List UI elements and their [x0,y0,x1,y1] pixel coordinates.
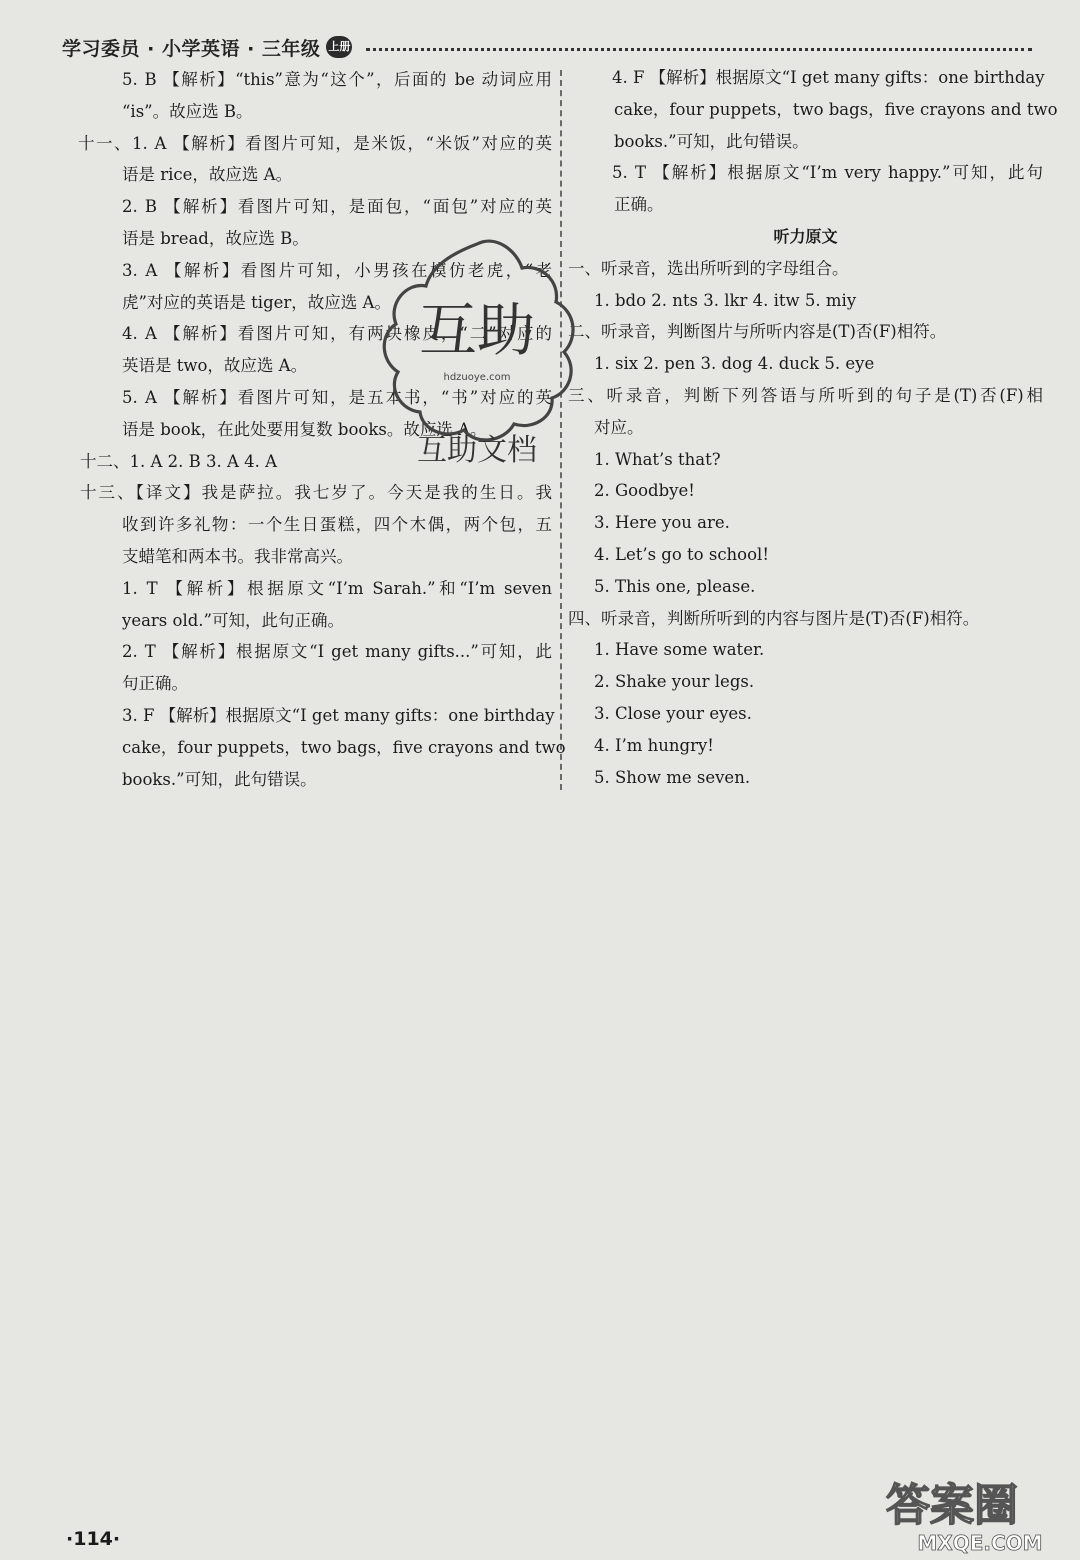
logo-text: 答案圈 [886,1480,1018,1531]
watermark-stamp [372,232,582,464]
text-line: 1. Have some water. [594,640,765,660]
text-line: cake，four puppets，two bags，five crayons and two [614,99,1058,119]
section-title: 听力原文 [773,226,838,246]
text-line: 3. Close your eyes. [594,703,752,723]
text-line: 5. A 【解析】看图片可知，是五本书，“书”对应的英 [122,387,552,407]
text-line: 十二、1. A 2. B 3. A 4. A [80,451,278,471]
text-line: 二、听录音，判断图片与所听内容是(T)否(F)相符。 [568,322,947,342]
text-line: 一、听录音，选出所听到的字母组合。 [568,258,849,278]
volume-badge: 上册 [326,36,352,58]
text-line: 4. A 【解析】看图片可知，有两块橡皮，“二”对应的 [122,324,552,344]
text-line: 1. bdo 2. nts 3. lkr 4. itw 5. miy [594,290,857,310]
text-line: 4. I’m hungry! [594,735,714,755]
text-line: 语是 bread，故应选 B。 [122,228,309,248]
text-line: 2. Shake your legs. [594,672,755,692]
text-line: 收到许多礼物：一个生日蛋糕，四个木偶，两个包，五 [122,515,552,535]
text-line: 5. B 【解析】“this”意为“这个”，后面的 be 动词应用 [122,70,552,89]
text-line: 正确。 [614,195,664,215]
corner-logo [880,1466,1076,1556]
text-line: 1. What’s that? [594,449,721,469]
text-line: 1. six 2. pen 3. dog 4. duck 5. eye [594,354,875,374]
text-line: 语是 book，在此处要用复数 books。故应选 A。 [122,419,487,439]
text-line: 句正确。 [122,674,188,694]
text-line: 5. This one, please. [594,576,756,596]
text-line: 虎”对应的英语是 tiger，故应选 A。 [122,292,391,312]
text-line: 4. Let’s go to school! [594,544,769,564]
text-line: 三、听录音，判断下列答语与所听到的句子是(T)否(F)相 [568,385,1043,405]
text-line: 3. F 【解析】根据原文“I get many gifts：one birthday [122,705,555,725]
text-line: 4. F 【解析】根据原文“I get many gifts：one birthday [612,68,1045,87]
text-line: 2. T 【解析】根据原文“I get many gifts...”可知，此 [122,642,552,662]
text-line: 2. B 【解析】看图片可知，是面包，“面包”对应的英 [122,197,552,217]
header-dotted-rule [366,48,1032,51]
page-number: ·114· [66,1528,121,1550]
text-line: 支蜡笔和两本书。我非常高兴。 [122,546,353,566]
text-line: 5. Show me seven. [594,767,751,787]
text-line: 十一、1. A 【解析】看图片可知，是米饭，“米饭”对应的英 [78,133,552,153]
right-column [568,62,1058,793]
text-line: books.”可知，此句错误。 [122,769,317,789]
logo-url: MXQE.COM [917,1531,1043,1555]
watermark-caption: 互助文档 [417,433,537,464]
text-line: 2. Goodbye! [594,481,695,501]
text-line: “is”。故应选 B。 [122,101,253,121]
text-line: 四、听录音，判断所听到的内容与图片是(T)否(F)相符。 [568,608,980,628]
text-line: 3. Here you are. [594,513,730,533]
book-title: 学习委员 · 小学英语 · 三年级 [62,37,321,60]
text-line: 5. T 【解析】根据原文“I’m very happy.”可知，此句 [612,163,1043,183]
text-line: cake，four puppets，two bags，five crayons and two [122,737,566,757]
text-line: 十三、【译文】我是萨拉。我七岁了。今天是我的生日。我 [80,483,552,503]
text-line: 对应。 [594,417,644,437]
page-header [62,32,1032,62]
text-line: years old.”可知，此句正确。 [122,610,344,630]
watermark-main-text: 互助 [418,296,536,364]
text-line: 语是 rice，故应选 A。 [122,165,293,185]
watermark-url: hdzuoye.com [443,372,511,383]
text-line: 英语是 two，故应选 A。 [122,356,308,376]
text-line: books.”可知，此句错误。 [614,131,809,151]
text-line: 3. A 【解析】看图片可知，小男孩在模仿老虎，“老 [122,260,552,280]
text-line: 1. T 【解析】根据原文“I’m Sarah.”和“I’m seven [122,578,552,598]
